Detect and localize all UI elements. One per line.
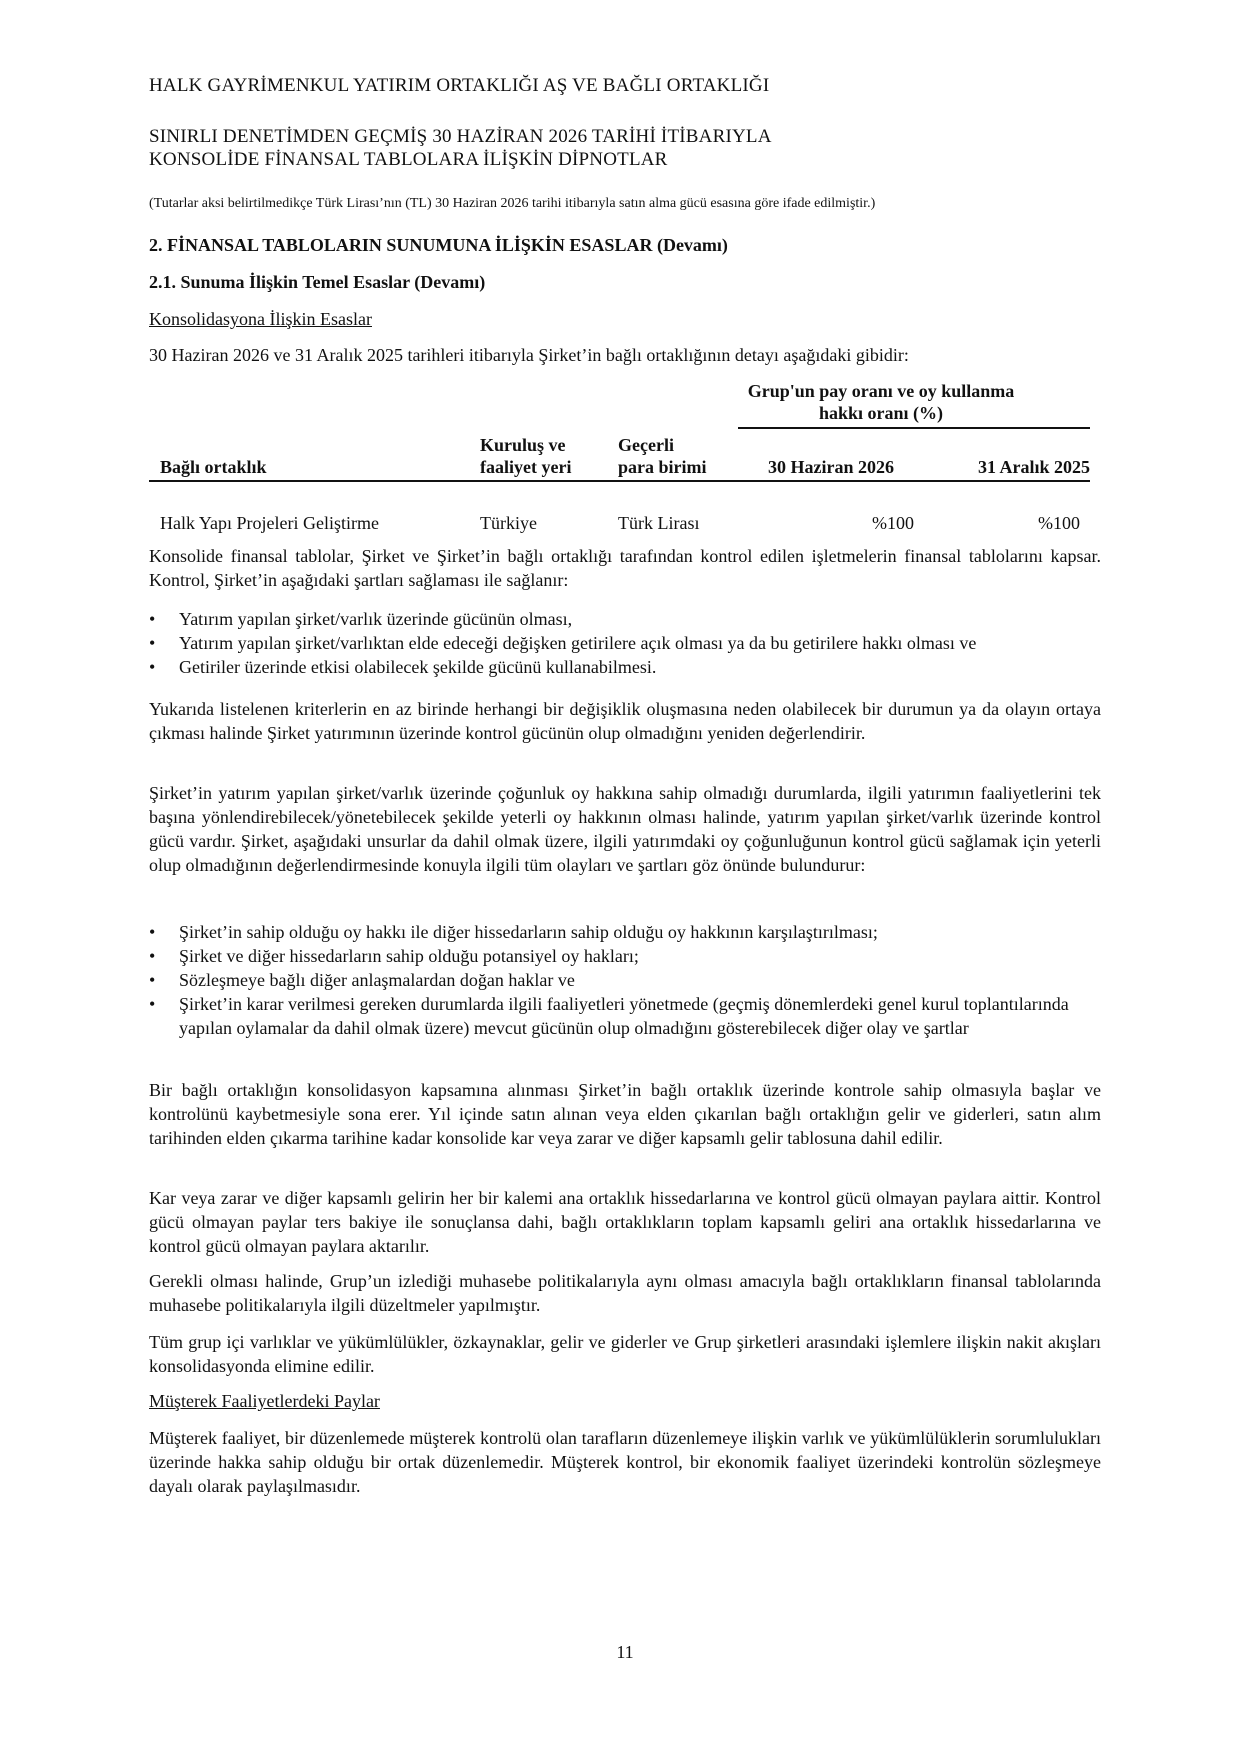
col-header-currency-line1: Geçerli [618,435,674,455]
currency-note: (Tutarlar aksi belirtilmedikçe Türk Lirası’nın (TL) 30 Haziran 2026 tarihi itibarıyla satın alma gücü esasına göre ifade edilmiştir.) [149,196,876,211]
voting-rights-paragraph [149,781,1101,877]
group-share-header [672,380,1090,424]
col-header-date2: 31 Aralık 2025 [977,457,1090,477]
list-item: • Yatırım yapılan şirket/varlıktan elde edeceği değişken getirilere açık olması ya da bu getirilere hakkı olması ve [149,631,1101,655]
reassessment-paragraph-text: Yukarıda listelenen kriterlerin en az birinde herhangi bir değişiklik oluşmasına neden olabilecek bir durumun ya da olayın ortaya çıkması halinde Şirket yatırımının üzerinde kontrol gücünün olup olmadığını yeniden değerlendirir. [149,699,1101,743]
joint-operations-heading: Müşterek Faaliyetlerdeki Paylar [149,1391,380,1411]
reassessment-paragraph [149,697,1101,745]
joint-operations-paragraph [149,1426,1101,1498]
elimination-paragraph-text: Tüm grup içi varlıklar ve yükümlülükler, özkaynaklar, gelir ve giderler ve Grup şirketleri arasındaki işlemlere ilişkin nakit akışları konsolidasyonda elimine edilir. [149,1332,1101,1376]
group-share-header-line1: Grup'un pay oranı ve oy kullanma [747,381,1015,401]
joint-operations-paragraph-text: Müşterek faaliyet, bir düzenlemede müşterek kontrolü olan tarafların düzenlemeye ilişkin varlık ve yükümlülüklerin sorumlulukları üzerinde hakka sahip olduğu bir ortak düzenlemedir. Müşterek kontrol, bir ekonomik faaliyet üzerindeki kontrolün sözleşmeye dayalı olarak paylaşılmasıdır. [149,1428,1101,1496]
section-heading: 2. FİNANSAL TABLOLARIN SUNUMUNA İLİŞKİN ESASLAR (Devamı) [149,235,728,255]
list-item: • Şirket’in sahip olduğu oy hakkı ile diğer hissedarların sahip olduğu oy hakkının karşılaştırılması; [149,920,1101,944]
cell-subsidiary: Halk Yapı Projeleri Geliştirme [160,513,379,533]
list-item: • Şirket’in karar verilmesi gereken durumlarda ilgili faaliyetleri yönetmede (geçmiş dönemlerdeki genel kurul toplantılarında yapılan oylamalar da dahil olmak üzere) mevcut gücünün olup olmadığını gösterebilecek diğer olay ve şartlar [149,992,1101,1040]
report-subtitle-line2: KONSOLİDE FİNANSAL TABLOLARA İLİŞKİN DİPNOTLAR [149,149,668,170]
col-header-country-line2: faaliyet yeri [480,457,572,477]
group-header-rule [738,427,1090,429]
col-header-country [480,434,571,478]
accounting-policies-paragraph-text: Gerekli olması halinde, Grup’un izlediği muhasebe politikalarıyla aynı olması amacıyla bağlı ortaklıkların finansal tablolarında muhasebe politikalarıyla ilgili düzeltmeler yapılmıştır. [149,1271,1101,1315]
cell-currency: Türk Lirası [618,513,700,533]
accounting-policies-paragraph [149,1269,1101,1317]
voting-rights-paragraph-text: Şirket’in yatırım yapılan şirket/varlık üzerinde çoğunluk oy hakkına sahip olmadığı durumlarda, ilgili yatırımın faaliyetlerini tek başına yönlendirebilecek/yönetebilecek şekilde yeterli oy hakkının olması halinde, yatırım yapılan şirket/varlık üzerinde kontrol gücü vardır. Şirket, aşağıdaki unsurlar da dahil olmak üzere, ilgili yatırımdaki oy çoğunluğunun kontrol gücü sağlamak için yeterli olup olmadığının değerlendirmesinde konuyla ilgili tüm olayları ve şartları göz önünde bulundurur: [149,783,1101,875]
cell-country: Türkiye [480,513,537,533]
consolidation-scope-paragraph [149,1078,1101,1150]
list-item: • Şirket ve diğer hissedarların sahip olduğu potansiyel oy hakları; [149,944,1101,968]
table-header-rule [149,480,1090,482]
comprehensive-income-paragraph-text: Kar veya zarar ve diğer kapsamlı gelirin her bir kalemi ana ortaklık hissedarlarına ve kontrol gücü olmayan paylara aittir. Kontrol gücü olmayan paylar ters bakiye ile sonuçlansa dahi, bağlı ortaklıkların toplam kapsamlı geliri ana ortaklık hissedarlarına ve kontrol gücü olmayan paylara aktarılır. [149,1188,1101,1256]
list-item: • Sözleşmeye bağlı diğer anlaşmalardan doğan haklar ve [149,968,1101,992]
list-item: • Yatırım yapılan şirket/varlık üzerinde gücünün olması, [149,607,1101,631]
voting-factors-list [149,920,1101,1040]
control-paragraph [149,544,1101,592]
elimination-paragraph [149,1330,1101,1378]
col-header-currency-line2: para birimi [618,457,707,477]
col-header-date1: 30 Haziran 2026 [768,457,894,477]
page-number: 11 [616,1642,634,1662]
comprehensive-income-paragraph [149,1186,1101,1258]
col-header-subsidiary: Bağlı ortaklık [160,457,267,477]
control-paragraph-text: Konsolide finansal tablolar, Şirket ve Şirket’in bağlı ortaklığı tarafından kontrol edilen işletmelerin finansal tablolarını kapsar. Kontrol, Şirket’in aşağıdaki şartları sağlaması ile sağlanır: [149,546,1101,590]
consolidation-intro: 30 Haziran 2026 ve 31 Aralık 2025 tarihleri itibarıyla Şirket’in bağlı ortaklığının detayı aşağıdaki gibidir: [149,345,909,365]
subsection-heading: 2.1. Sunuma İlişkin Temel Esaslar (Devamı) [149,272,486,292]
consolidation-scope-paragraph-text: Bir bağlı ortaklığın konsolidasyon kapsamına alınması Şirket’in bağlı ortaklık üzerinde kontrole sahip olmasıyla başlar ve kontrolünü kaybetmesiyle sona erer. Yıl içinde satın alınan veya elden çıkarılan bağlı ortaklığın gelir ve giderleri, satın alım tarihinden elden çıkarma tarihine kadar konsolide kar veya zarar ve diğer kapsamlı gelir tablosuna dahil edilir. [149,1080,1101,1148]
company-name: HALK GAYRİMENKUL YATIRIM ORTAKLIĞI AŞ VE BAĞLI ORTAKLIĞI [149,75,770,96]
report-subtitle-line1: SINIRLI DENETİMDEN GEÇMİŞ 30 HAZİRAN 2026 TARİHİ İTİBARIYLA [149,126,772,147]
col-header-currency [618,434,707,478]
cell-value-date1: %100 [872,513,914,533]
control-criteria-list [149,607,1101,679]
group-share-header-line2: hakkı oranı (%) [818,403,944,423]
list-item: • Getiriler üzerinde etkisi olabilecek şekilde gücünü kullanabilmesi. [149,655,1101,679]
col-header-country-line1: Kuruluş ve [480,435,566,455]
cell-value-date2: %100 [1038,513,1080,533]
consolidation-heading: Konsolidasyona İlişkin Esaslar [149,309,372,329]
